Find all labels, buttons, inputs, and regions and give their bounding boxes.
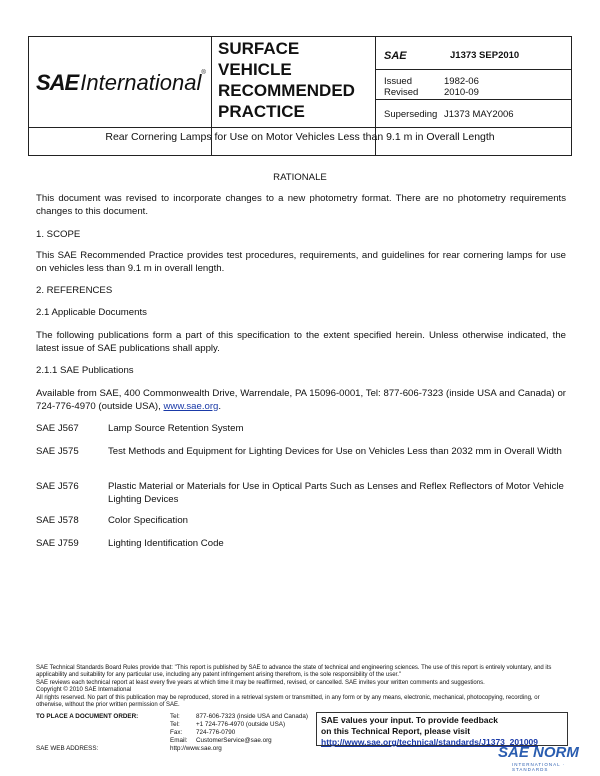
superseding-value: J1373 MAY2006 (444, 109, 514, 120)
fax-label: Fax: (170, 729, 183, 736)
tel-label: Tel: (170, 721, 180, 728)
feedback-line: SAE values your input. To provide feedback (321, 715, 498, 725)
availability-text (36, 388, 566, 413)
footer-copyright: Copyright © 2010 SAE International (36, 687, 132, 694)
reference-code: SAE J575 (36, 446, 79, 457)
doc-type-line: RECOMMENDED (218, 81, 355, 100)
doc-type-line: VEHICLE (218, 60, 292, 79)
superseding-row (384, 109, 514, 120)
tel-inside-usa: 877-606-7323 (inside USA and Canada) (196, 713, 309, 720)
email-label: Email: (170, 737, 188, 744)
sae-international-logo (36, 70, 206, 100)
reference-description: Lighting Identification Code (108, 538, 224, 549)
web-address[interactable]: http://www.sae.org (170, 745, 222, 752)
reference-code: SAE J759 (36, 538, 79, 549)
order-label: TO PLACE A DOCUMENT ORDER: (36, 713, 139, 720)
feedback-box (316, 712, 568, 746)
sae-publications-heading: 2.1.1 SAE Publications (36, 365, 134, 376)
logo-international-text: International (80, 70, 202, 95)
reference-description: Lamp Source Retention System (108, 423, 244, 434)
rationale-heading: RATIONALE (273, 172, 327, 183)
header-rule-1 (375, 69, 571, 70)
reference-code: SAE J578 (36, 515, 79, 526)
doc-number: J1373 SEP2010 (450, 50, 520, 61)
reference-description: Test Methods and Equipment for Lighting Devices for Use on Vehicles Less than 2032 mm in Overall Width (108, 446, 562, 457)
rationale-text: This document was revised to incorporate changes to a new photometry format. There are no photometry requirements changes to this document. (36, 193, 566, 217)
footer-review: SAE reviews each technical report at least every five years at which time it may be reaffirmed, revised, or cancelled. SAE invites your written comments and suggestions. (36, 679, 485, 686)
superseding-label: Superseding (384, 109, 438, 120)
applicable-documents-heading: 2.1 Applicable Documents (36, 307, 147, 318)
feedback-line: on this Technical Report, please visit (321, 726, 471, 736)
availability-end: . (218, 400, 222, 412)
doc-number-row (384, 50, 564, 62)
tel-label: Tel: (170, 713, 180, 720)
tel-outside-usa: +1 724-776-4970 (outside USA) (196, 721, 286, 728)
availability-body: Available from SAE, 400 Commonwealth Drive, Warrendale, PA 15096-0001, Tel: 877-606-7323 (inside USA and Canada) or 724-776-4970 (outside USA), (36, 388, 566, 412)
references-heading: 2. REFERENCES (36, 285, 113, 296)
small-sae-logo: SAE (384, 50, 407, 62)
issued-row (384, 76, 479, 87)
web-label: SAE WEB ADDRESS: (36, 745, 99, 752)
issued-value: 1982-06 (444, 76, 479, 87)
reference-description: Color Specification (108, 515, 188, 526)
logo-trademark: ® (201, 70, 206, 76)
header-rule-title (29, 127, 571, 128)
scope-heading: 1. SCOPE (36, 229, 81, 240)
fax-number: 724-776-0790 (196, 729, 236, 736)
footer-notice (36, 665, 566, 709)
footer-rights: All rights reserved. No part of this publication may be reproduced, stored in a retrieval system or transmitted, in any form or by any means, electronic, mechanical, photocopying, recording, or otherwise, without the prior written permission of SAE. (36, 694, 540, 709)
document-type (218, 38, 368, 122)
sae-norm-watermark: SAE NORM (498, 744, 579, 761)
email-address[interactable]: CustomerService@sae.org (196, 737, 272, 744)
revised-label: Revised (384, 87, 419, 98)
scope-text: This SAE Recommended Practice provides test procedures, requirements, and guidelines for rear cornering lamps for use on vehicles less than 9.1 m in overall length. (36, 250, 566, 274)
sae-website-link[interactable]: www.sae.org (163, 400, 219, 412)
reference-code: SAE J576 (36, 481, 79, 492)
feedback-link[interactable]: http://www.sae.org/technical/standards/J1373_201009 (321, 737, 538, 747)
revised-value: 2010-09 (444, 87, 479, 98)
doc-type-line: SURFACE (218, 39, 300, 58)
revised-row (384, 87, 479, 98)
document-title: Rear Cornering Lamps for Use on Motor Vehicles Less than 9.1 m in Overall Length (105, 131, 495, 143)
reference-description: Plastic Material or Materials for Use in Optical Parts Such as Lenses and Reflex Reflectors of Motor Vehicle Lighting Devices (108, 481, 564, 505)
issued-label: Issued (384, 76, 412, 87)
header-rule-2 (375, 99, 571, 100)
reference-code: SAE J567 (36, 423, 79, 434)
doc-type-line: PRACTICE (218, 102, 305, 121)
references-text: The following publications form a part of this specification to the extent specified herein. Unless otherwise indicated, the latest issue of SAE publications shall apply. (36, 330, 566, 354)
footer-rules: SAE Technical Standards Board Rules provide that: "This report is published by SAE to advance the state of technical and engineering sciences. The use of this report is entirely voluntary, and its applicability and suitability for any particular use, including any patent infringement arising therefrom, is the sole responsibility of the user." (36, 665, 552, 679)
logo-sae-text: SAE (36, 70, 79, 95)
watermark-subtitle: INTERNATIONAL · STANDARDS (512, 762, 566, 772)
